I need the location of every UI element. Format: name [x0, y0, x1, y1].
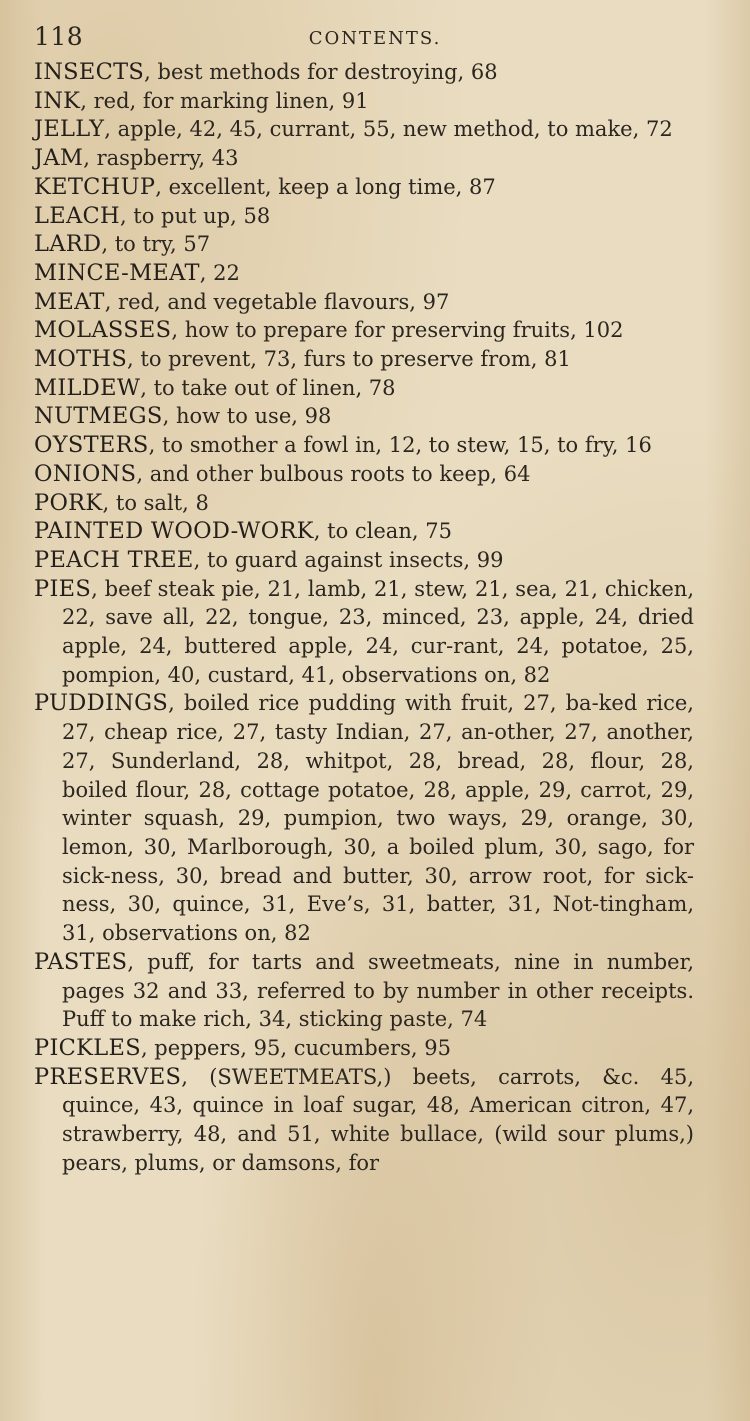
entry-text: , 22 [199, 260, 240, 285]
entry-heading: PRESERVES [34, 1063, 182, 1090]
entry-text: , to try, 57 [101, 232, 211, 257]
entry-heading: PICKLES [34, 1034, 141, 1061]
index-entry [34, 402, 694, 431]
entry-text: , puff, for tarts and sweetmeats, nine in number, pages 32 and 33, referred to by number in other receipts. Puff to make rich, 34, sticking paste, 74 [62, 949, 694, 1032]
entry-text: , to prevent, 73, furs to preserve from, 81 [127, 347, 571, 372]
entry-text: , excellent, keep a long time, 87 [155, 174, 496, 199]
entry-heading: INK [34, 87, 81, 114]
index-entry [34, 144, 694, 173]
entry-text: , to salt, 8 [102, 490, 209, 515]
index-entry [34, 575, 694, 690]
index-entry [34, 87, 694, 116]
index-entry [34, 115, 694, 144]
index-entry [34, 948, 694, 1034]
index-entry [34, 374, 694, 403]
entry-heading: NUTMEGS [34, 403, 163, 430]
entry-heading: MOLASSES [34, 317, 172, 344]
entry-text: , red, for marking linen, 91 [80, 88, 369, 113]
entry-text: , how to prepare for preserving fruits, 102 [171, 318, 624, 343]
entry-heading: MOTHS [34, 346, 128, 373]
entry-heading: JELLY [34, 116, 105, 143]
entry-heading: PASTES [34, 948, 128, 975]
entry-text: , to smother a fowl in, 12, to stew, 15, to fry, 16 [148, 433, 652, 458]
index-entry [34, 517, 694, 546]
entry-heading: JAM [34, 145, 84, 172]
entry-text: , red, and vegetable flavours, 97 [104, 289, 450, 314]
entry-heading: OYSTERS [34, 432, 149, 459]
index-entry [34, 1063, 694, 1178]
index-entry [34, 460, 694, 489]
entry-text: , and other bulbous roots to keep, 64 [136, 461, 531, 486]
entry-heading: LEACH [34, 202, 120, 229]
page-header [30, 22, 720, 58]
entry-heading: MILDEW [34, 374, 141, 401]
index-entry [34, 489, 694, 518]
index-entry [34, 58, 694, 87]
entry-text: , raspberry, 43 [83, 146, 239, 171]
entry-heading: LARD [34, 231, 102, 258]
entry-text: , beef steak pie, 21, lamb, 21, stew, 21, sea, 21, chicken, 22, save all, 22, tongue, 23, minced, 23, apple, 24, dried apple, 24, buttered apple, 24, cur-rant, 24, potatoe, 25, pompion, 40, custard, 41, observations on, 82 [62, 576, 694, 687]
entry-heading: MINCE-MEAT [34, 259, 200, 286]
entry-text: , peppers, 95, cucumbers, 95 [140, 1035, 451, 1060]
entry-text: , boiled rice pudding with fruit, 27, ba-ked rice, 27, cheap rice, 27, tasty Indian, 27, an-other, 27, another, 27, Sunderland, 28, whitpot, 28, bread, 28, flour, 28, boiled flour, 28, cottage potatoe, 28, apple, 29, carrot, 29, winter squash, 29, pumpion, two ways, 29, orange, 30, lemon, 30, Marlborough, 30, a boiled plum, 30, sago, for sick-ness, 30, bread and butter, 30, arrow root, for sick-ness, 30, quince, 31, Eve’s, 31, batter, 31, Not-tingham, 31, observations on, 82 [62, 691, 694, 946]
entry-text: , (SWEETMEATS,) beets, carrots, &c. 45, quince, 43, quince in loaf sugar, 48, American citron, 47, strawberry, 48, and 51, white bullace, (wild sour plums,) pears, plums, or damsons, for [62, 1064, 694, 1175]
page-number: 118 [34, 22, 84, 51]
contents-list [34, 58, 694, 1177]
entry-heading: PUDDINGS [34, 690, 169, 717]
entry-heading: KETCHUP [34, 173, 156, 200]
entry-heading: INSECTS [34, 59, 145, 85]
entry-heading: MEAT [34, 288, 105, 315]
index-entry [34, 345, 694, 374]
index-entry [34, 202, 694, 231]
index-entry [34, 1034, 694, 1063]
index-entry [34, 546, 694, 575]
entry-heading: PAINTED WOOD-WORK [34, 518, 314, 545]
entry-text: , to guard against insects, 99 [193, 547, 504, 572]
entry-heading: PIES [34, 575, 92, 602]
entry-text: , apple, 42, 45, currant, 55, new method, to make, 72 [104, 117, 673, 142]
entry-text: , to put up, 58 [119, 203, 271, 228]
entry-text: , to clean, 75 [313, 519, 452, 544]
index-entry [34, 431, 694, 460]
entry-heading: ONIONS [34, 460, 137, 487]
entry-text: , how to use, 98 [162, 404, 332, 429]
index-entry [34, 173, 694, 202]
index-entry [34, 288, 694, 317]
index-entry [34, 230, 694, 259]
entry-text: , best methods for destroying, 68 [144, 60, 498, 84]
index-entry [34, 689, 694, 947]
entry-heading: PEACH TREE [34, 546, 194, 573]
entry-text: , to take out of linen, 78 [140, 375, 396, 400]
index-entry [34, 259, 694, 288]
entry-heading: PORK [34, 489, 103, 516]
running-head: CONTENTS. [308, 28, 442, 49]
index-entry [34, 316, 694, 345]
